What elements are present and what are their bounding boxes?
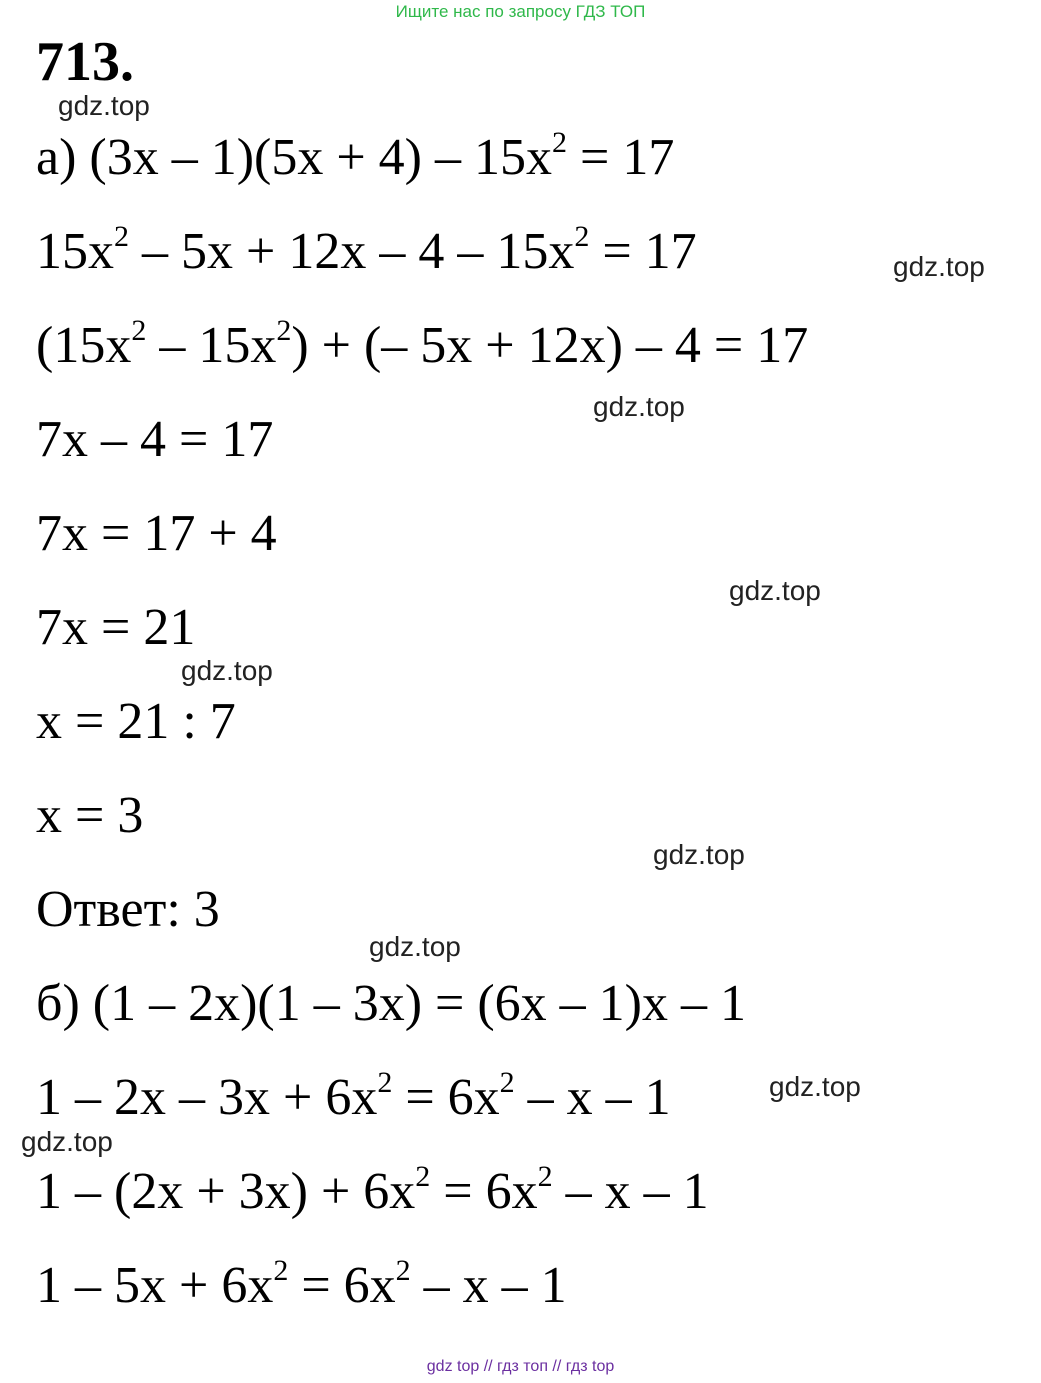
watermark: gdz.top xyxy=(653,839,745,870)
equation-line-b4: $1 - 5x + 6x^2 = 6x^2 - x - 1$ xyxy=(36,1254,567,1314)
problem-number: 713. xyxy=(36,31,134,93)
equation-line-a7: x = 21 : 7 xyxy=(36,693,236,750)
equation-line-b1: б) (1 – 2x)(1 – 3x) = (6x – 1)x – 1 xyxy=(36,975,746,1032)
equation-line-a1: а) $(3x - 1)(5x + 4) - 15x^2 = 17$ xyxy=(36,126,675,186)
equation-line-b3: $1 - (2x + 3x) + 6x^2 = 6x^2 - x - 1$ xyxy=(36,1160,709,1220)
equation-line-a3: $(15x^2 - 15x^2)$ + (– 5x + 12x) – 4 = 17 xyxy=(36,314,809,374)
watermark: gdz.top xyxy=(369,931,461,962)
equation-line-a8: x = 3 xyxy=(36,787,144,844)
footer-text: gdz top // гдз топ // гдз top xyxy=(426,1358,615,1375)
equation-line-a6: 7x = 21 xyxy=(36,599,196,656)
watermark: gdz.top xyxy=(58,90,150,121)
answer-line-a: Ответ: 3 xyxy=(36,881,220,938)
watermark: gdz.top xyxy=(769,1071,861,1102)
equation-line-a2: $15x^2 - 5x + 12x - 4 - 15x^2 = 17$ xyxy=(36,220,697,280)
top-banner: Ищите нас по запросу ГДЗ ТОП xyxy=(395,2,646,21)
watermark: gdz.top xyxy=(21,1126,113,1157)
equation-line-b2: $1 - 2x - 3x + 6x^2 = 6x^2 - x - 1$ xyxy=(36,1066,671,1126)
watermark: gdz.top xyxy=(181,655,273,686)
watermark: gdz.top xyxy=(729,575,821,606)
equation-line-a5: 7x = 17 + 4 xyxy=(36,505,277,562)
watermark: gdz.top xyxy=(593,391,685,422)
watermark: gdz.top xyxy=(893,251,985,282)
equation-line-a4: 7x – 4 = 17 xyxy=(36,411,274,468)
